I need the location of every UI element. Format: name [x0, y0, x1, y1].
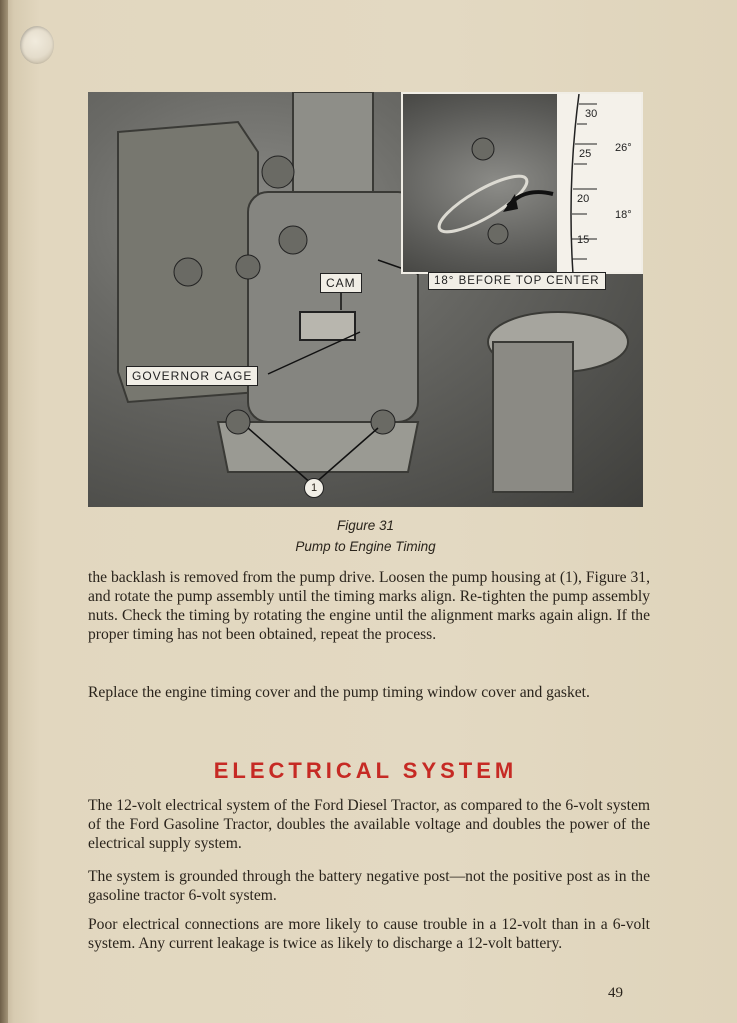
- binding-edge: [0, 0, 8, 1023]
- page-number: 49: [608, 985, 623, 1001]
- governor-cage-label: GOVERNOR CAGE: [126, 366, 258, 386]
- punch-hole: [20, 26, 54, 64]
- paragraph-connections: Poor electrical connections are more likely to cause trouble in a 12-volt than in a 6-volt system. Any current leakage is twice as likely to discharge a 12-volt battery.: [88, 916, 650, 952]
- paragraph-cover: Replace the engine timing cover and the pump timing window cover and gasket.: [88, 684, 590, 701]
- scale-mark-25: 25: [579, 148, 592, 160]
- scale-mark-15: 15: [577, 234, 590, 246]
- timing-inset: [401, 92, 643, 274]
- figure-number: Figure 31: [336, 518, 395, 533]
- scale-degree-18: 18°: [615, 209, 632, 221]
- figure-title: Pump to Engine Timing: [295, 539, 436, 554]
- scale-mark-20: 20: [577, 193, 590, 205]
- scale-degree-26: 26°: [615, 142, 632, 154]
- section-heading: ELECTRICAL SYSTEM: [213, 758, 518, 783]
- scale-mark-30: 30: [585, 108, 598, 120]
- cam-label: CAM: [320, 273, 362, 293]
- callout-1: 1: [304, 478, 324, 498]
- paragraph-12-volt: The 12-volt electrical system of the Ford Diesel Tractor, as compared to the 6-volt system of the Ford Gasoline Tractor, doubles the available voltage and doubles the power of the electrical supply system.: [88, 797, 650, 852]
- figure-photo: [88, 92, 643, 507]
- paragraph-grounding: The system is grounded through the battery negative post—not the positive post as in the gasoline tractor 6-volt system.: [88, 868, 650, 904]
- top-center-label: 18° BEFORE TOP CENTER: [428, 272, 606, 290]
- paragraph-pump-timing: the backlash is removed from the pump drive. Loosen the pump housing at (1), Figure 31, and rotate the pump assembly until the timing marks align. Re-tighten the pump assembly nuts. Check the timing by rotating the engine until the alignment marks again align. If the proper timing has not been obtained, repeat the process.: [88, 569, 650, 643]
- degree-scale: [557, 94, 643, 274]
